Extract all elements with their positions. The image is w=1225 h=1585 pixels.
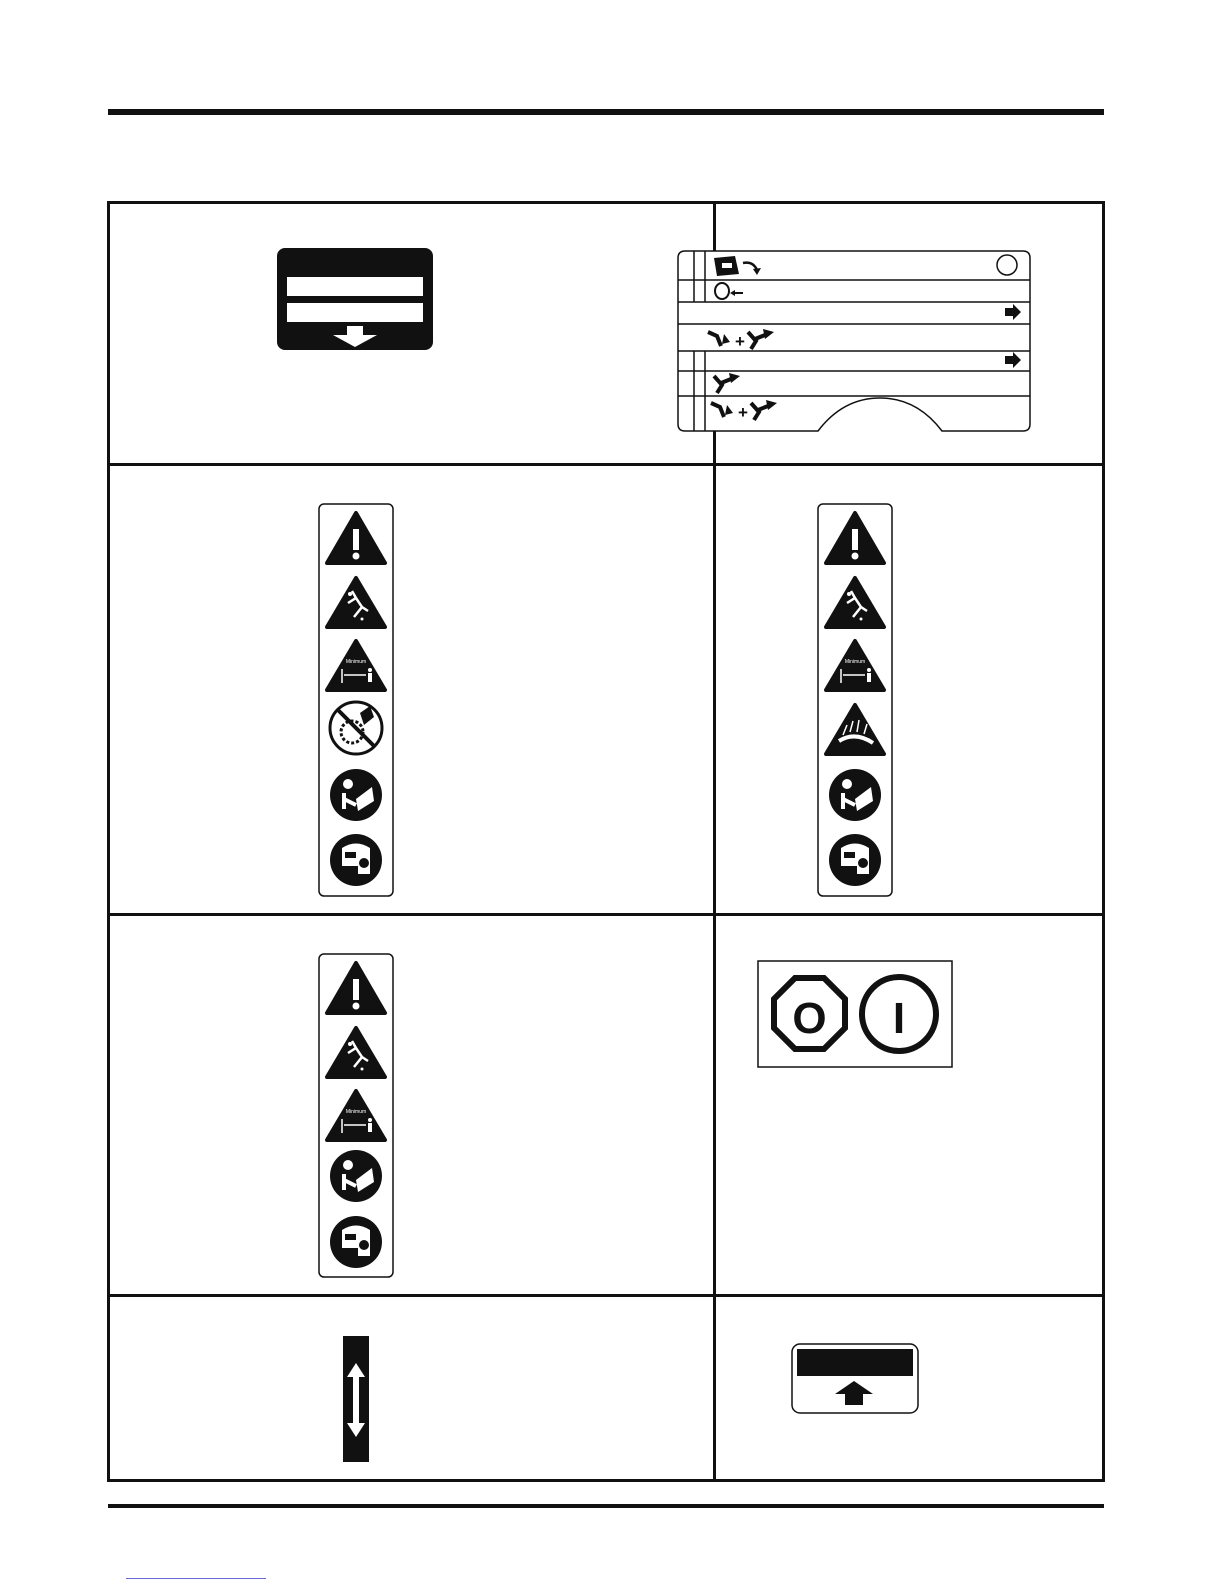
row-divider-2 — [110, 913, 1102, 916]
read-manual-icon — [330, 769, 382, 821]
eye-ear-protection-icon — [330, 1216, 382, 1268]
eye-ear-protection-icon — [330, 834, 382, 886]
safety-decal-blade — [318, 503, 394, 897]
safety-decal-brush — [817, 503, 893, 897]
read-manual-icon — [330, 1150, 382, 1202]
safety-decal-trimmer — [318, 953, 394, 1278]
footer-underline — [126, 1578, 266, 1579]
svg-text:I: I — [892, 994, 906, 1043]
row-divider-1 — [110, 463, 1102, 466]
up-arrow-decal — [791, 1343, 919, 1414]
footer-rule — [108, 1504, 1104, 1508]
on-off-switch-decal — [757, 960, 953, 1068]
svg-text:Minimum: Minimum — [345, 659, 367, 665]
eye-ear-protection-icon — [829, 834, 881, 886]
svg-text:Minimum: Minimum — [844, 659, 866, 665]
adjust-height-decal — [343, 1336, 369, 1462]
svg-text:+: + — [738, 403, 748, 422]
choke-start-instruction-decal — [677, 250, 1031, 432]
read-manual-icon — [829, 769, 881, 821]
row-divider-3 — [110, 1294, 1102, 1297]
svg-text:+: + — [735, 332, 745, 351]
no-saw-blade-icon — [330, 702, 382, 754]
fuel-mix-decal — [276, 247, 434, 351]
svg-text:Minimum: Minimum — [345, 1109, 367, 1115]
svg-text:O: O — [792, 994, 827, 1043]
header-rule — [108, 109, 1104, 115]
